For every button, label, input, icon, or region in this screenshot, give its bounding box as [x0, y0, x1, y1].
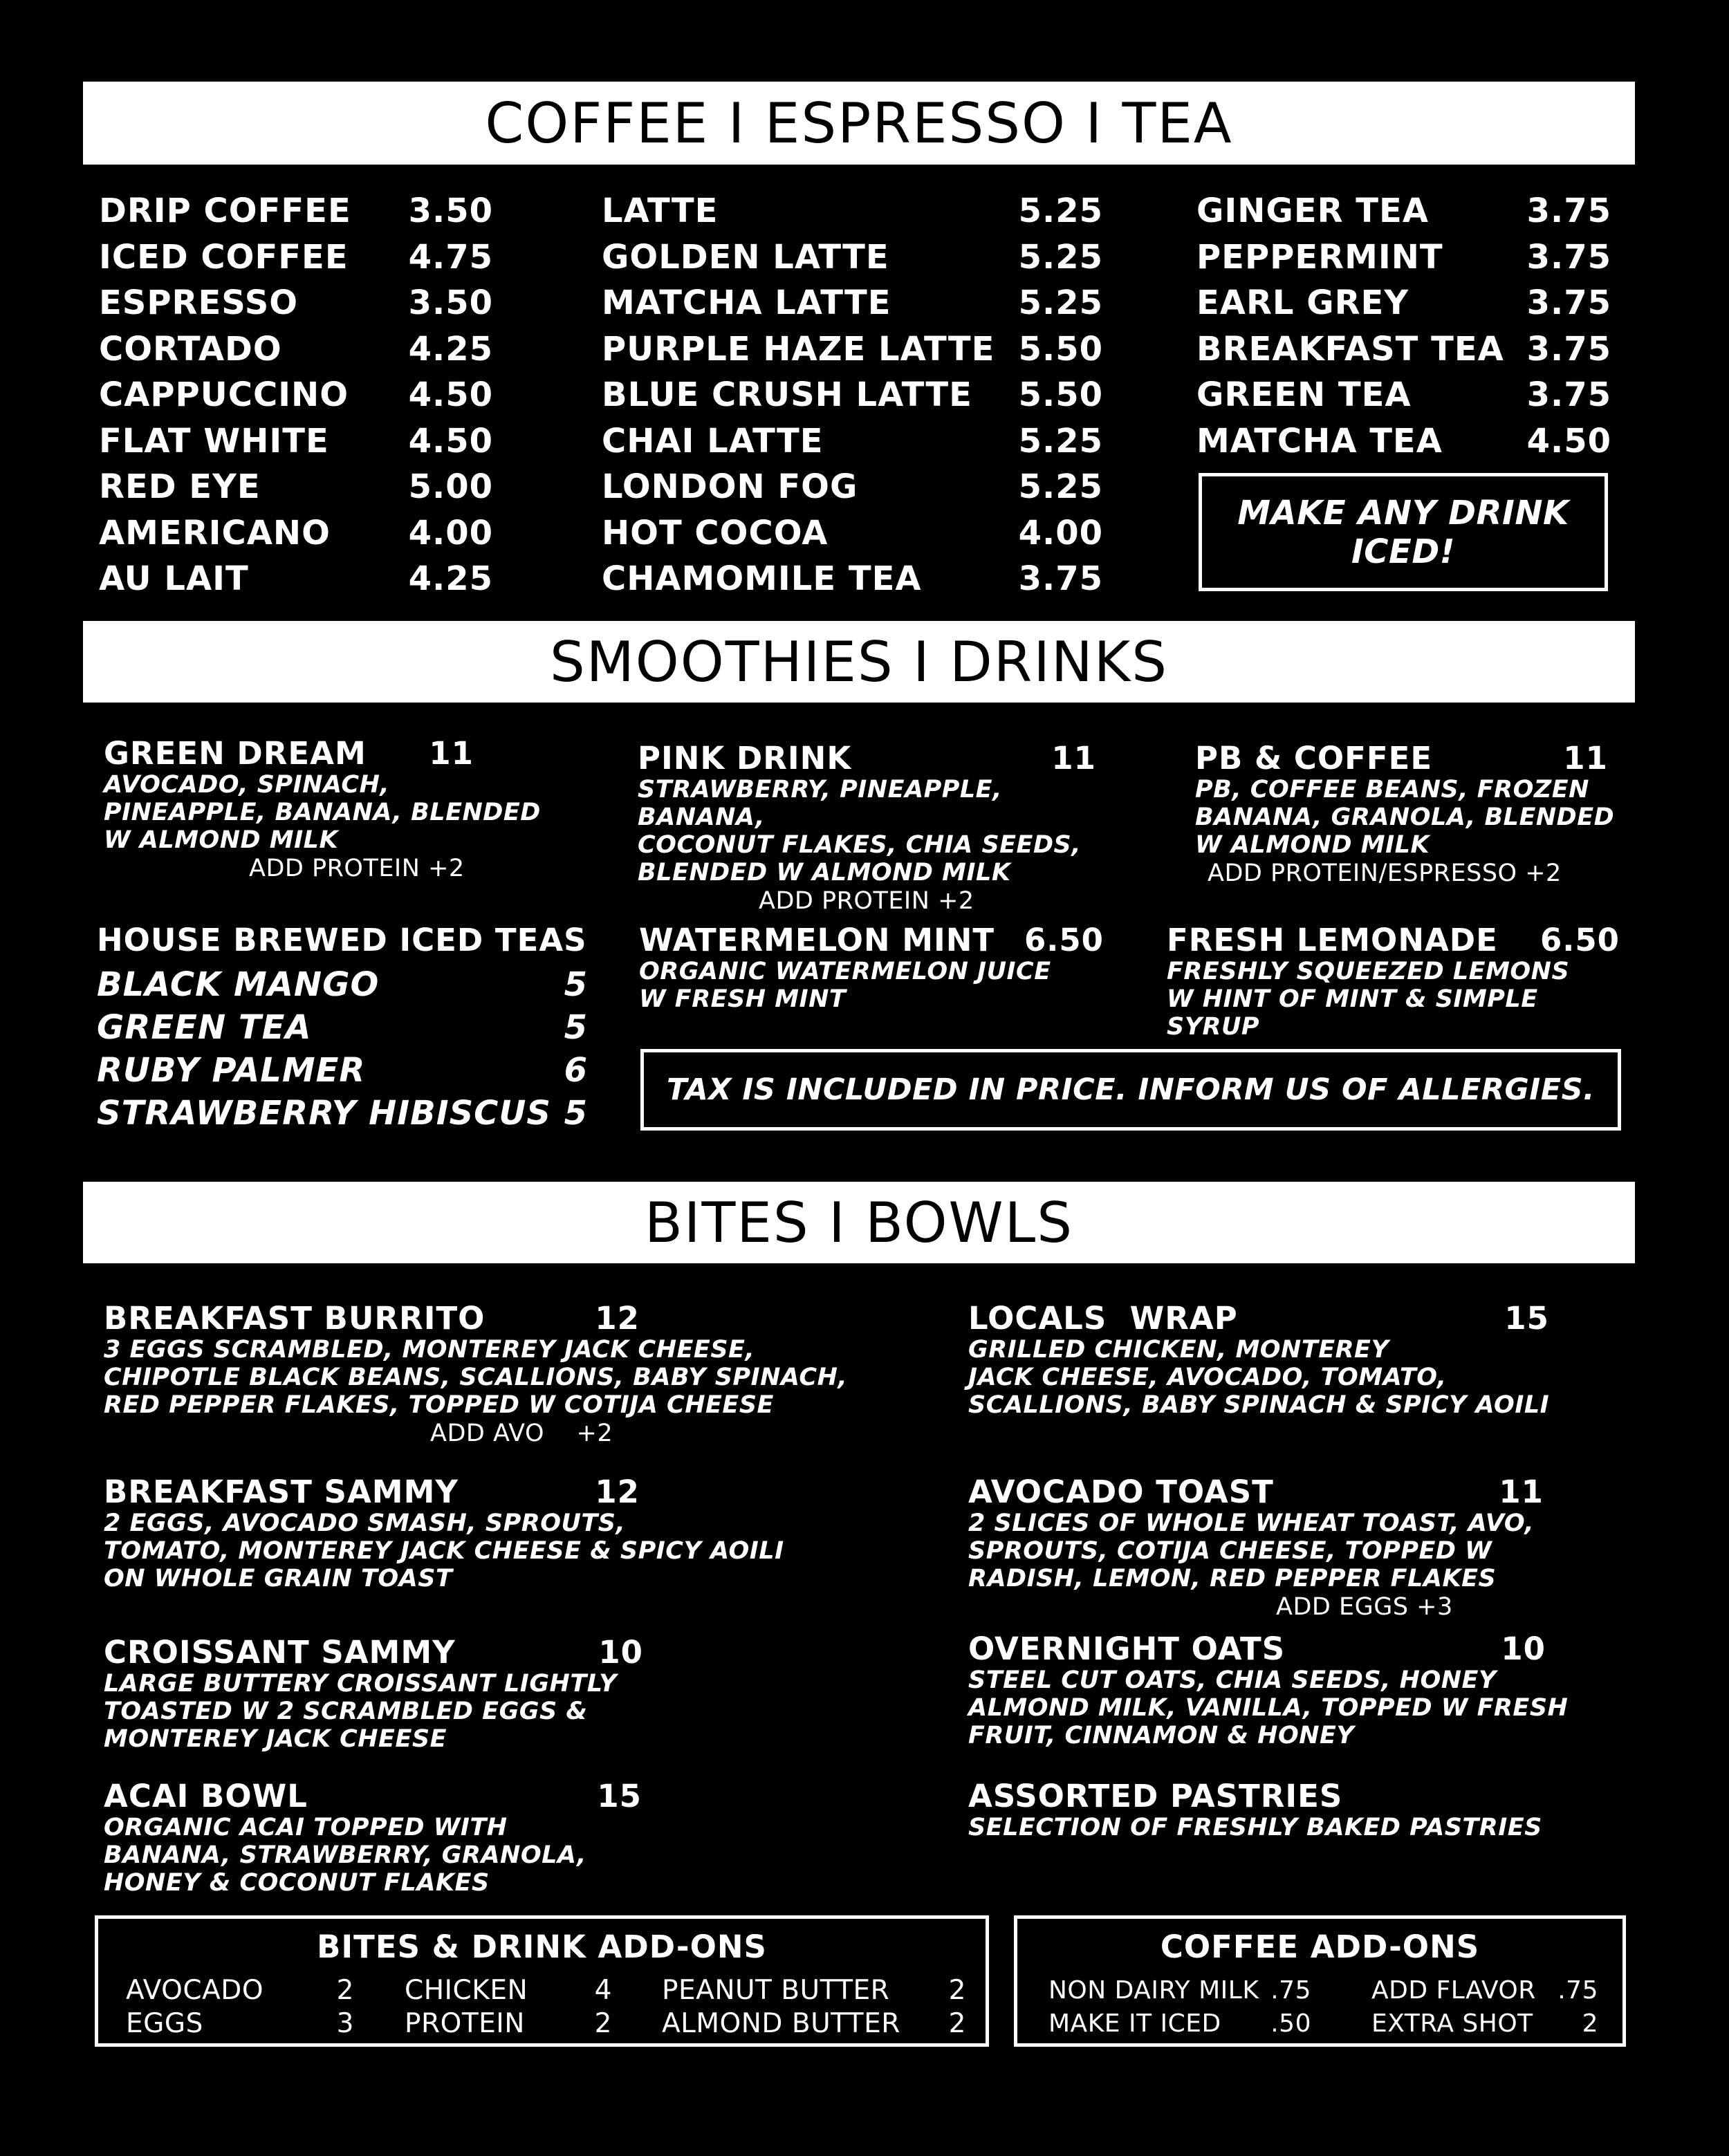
- item-desc: JACK CHEESE, AVOCADO, TOMATO,: [968, 1364, 1447, 1391]
- item-name: AU LAIT: [99, 559, 249, 598]
- item-desc: PINEAPPLE, BANANA, BLENDED: [104, 799, 541, 826]
- item-price: 3.75: [1526, 237, 1611, 277]
- iced-tea-item: [97, 1092, 588, 1135]
- item-name: DRIP COFFEE: [99, 192, 351, 230]
- item-name: EXTRA SHOT: [1371, 2009, 1533, 2038]
- addon-item: [405, 1974, 612, 2007]
- bites-addons-box: [95, 1915, 989, 2047]
- item-name: MAKE IT ICED: [1048, 2009, 1221, 2038]
- item-price: 3.50: [408, 192, 493, 230]
- item-name: BREAKFAST BURRITO: [104, 1300, 486, 1337]
- item-price: 12: [595, 1300, 640, 1337]
- item-price: 2: [336, 1975, 354, 2006]
- item-desc: ON WHOLE GRAIN TOAST: [104, 1565, 453, 1592]
- item-price: 5: [564, 1094, 588, 1133]
- menu-item: [602, 234, 1103, 281]
- item-name: PB & COFFEE: [1195, 740, 1433, 777]
- item-price: 4.75: [408, 237, 493, 277]
- addon-column-2: [405, 1974, 612, 2041]
- bites-addons-title: BITES & DRINK ADD-ONS: [317, 1929, 767, 1965]
- item-name: PINK DRINK: [638, 740, 852, 777]
- item-price: 4.50: [1526, 421, 1611, 461]
- item-desc: GRILLED CHICKEN, MONTEREY: [968, 1336, 1389, 1364]
- addon-item: [662, 2007, 966, 2041]
- item-price: 3.75: [1018, 559, 1103, 598]
- iced-tea-item: [97, 1006, 588, 1049]
- item-price: 2: [1582, 2009, 1598, 2038]
- item-desc: PB, COFFEE BEANS, FROZEN: [1195, 776, 1589, 803]
- smoothies-section-title: SMOOTHIES I DRINKS: [549, 629, 1168, 694]
- item-price: 2: [948, 1975, 966, 2006]
- iced-note-line-1: MAKE ANY DRINK: [1237, 493, 1569, 532]
- item-name: AMERICANO: [99, 513, 331, 552]
- item-addon: ADD PROTEIN +2: [249, 855, 465, 882]
- item-name: MATCHA TEA: [1196, 421, 1443, 461]
- item-desc: FRUIT, CINNAMON & HONEY: [968, 1722, 1355, 1749]
- breakfast-sammy-item: [104, 1475, 934, 1592]
- item-price: 3.75: [1526, 375, 1611, 414]
- croissant-sammy-item: [104, 1635, 934, 1753]
- menu-item: [1196, 234, 1611, 281]
- item-price: 10: [1501, 1630, 1546, 1667]
- item-desc: COCONUT FLAKES, CHIA SEEDS,: [638, 831, 1082, 859]
- item-price: 15: [1504, 1300, 1549, 1337]
- menu-item: [602, 280, 1103, 326]
- item-price: 5: [564, 1008, 588, 1047]
- item-name: STRAWBERRY HIBISCUS: [97, 1094, 551, 1133]
- item-price: 3.75: [1526, 192, 1611, 230]
- breakfast-burrito-item: [104, 1301, 934, 1448]
- item-price: 4.50: [408, 421, 493, 461]
- item-desc: 2 SLICES OF WHOLE WHEAT TOAST, AVO,: [968, 1509, 1535, 1537]
- item-price: 5.50: [1018, 329, 1103, 369]
- item-price: 5.25: [1018, 284, 1103, 322]
- item-name: GOLDEN LATTE: [602, 237, 889, 277]
- menu-item: [602, 464, 1103, 510]
- item-desc: TOMATO, MONTEREY JACK CHEESE & SPICY AOILI: [104, 1537, 784, 1565]
- menu-item: [99, 372, 493, 418]
- item-name: GREEN TEA: [1196, 375, 1412, 414]
- item-name: AVOCADO TOAST: [968, 1474, 1274, 1510]
- pb-coffee-item: [1195, 741, 1624, 888]
- pink-drink-item: [638, 741, 1136, 916]
- item-price: 3.50: [408, 284, 493, 322]
- item-desc: W HINT OF MINT & SIMPLE SYRUP: [1167, 985, 1538, 1041]
- addon-item: [405, 2007, 612, 2041]
- iced-tea-item: [97, 963, 588, 1006]
- item-name: PEANUT BUTTER: [662, 1975, 890, 2006]
- item-price: 6.50: [1024, 922, 1104, 958]
- item-price: 12: [595, 1474, 640, 1510]
- item-desc: HONEY & COCONUT FLAKES: [104, 1869, 490, 1897]
- item-price: .50: [1270, 2009, 1311, 2038]
- item-desc: BLENDED W ALMOND MILK: [638, 859, 1011, 886]
- locals-wrap-item: [968, 1301, 1632, 1419]
- item-name: ESPRESSO: [99, 284, 299, 322]
- item-name: FRESH LEMONADE: [1167, 922, 1498, 958]
- item-desc: W ALMOND MILK: [104, 826, 339, 854]
- coffee-section-title: COFFEE I ESPRESSO I TEA: [485, 91, 1233, 156]
- item-desc: W ALMOND MILK: [1195, 831, 1430, 859]
- tax-note: TAX IS INCLUDED IN PRICE. INFORM US OF ALLERGIES.: [667, 1072, 1595, 1107]
- menu-item: [1196, 418, 1611, 465]
- item-price: 3: [336, 2008, 354, 2039]
- item-desc: SPROUTS, COTIJA CHEESE, TOPPED W: [968, 1537, 1492, 1565]
- coffee-column-3: [1196, 188, 1611, 464]
- item-name: ALMOND BUTTER: [662, 2008, 900, 2039]
- menu-item: [99, 188, 493, 234]
- item-desc: 3 EGGS SCRAMBLED, MONTEREY JACK CHEESE,: [104, 1336, 755, 1364]
- iced-tea-item: [97, 1049, 588, 1092]
- item-name: LOCALS WRAP: [968, 1300, 1238, 1337]
- item-price: 3.75: [1526, 284, 1611, 322]
- item-name: WATERMELON MINT: [639, 922, 995, 958]
- item-addon: ADD PROTEIN/ESPRESSO +2: [1208, 859, 1562, 887]
- item-desc: W FRESH MINT: [639, 985, 847, 1013]
- item-price: 4: [594, 1975, 612, 2006]
- menu-item: [1196, 326, 1611, 373]
- item-name: GREEN TEA: [97, 1008, 312, 1047]
- menu-item: [602, 556, 1103, 602]
- item-price: 4.25: [408, 329, 493, 369]
- item-desc: FRESHLY SQUEEZED LEMONS: [1167, 958, 1570, 985]
- iced-teas-block: [97, 923, 588, 1135]
- addon-item: [1371, 2007, 1598, 2041]
- item-desc: AVOCADO, SPINACH,: [104, 771, 390, 799]
- item-name: PURPLE HAZE LATTE: [602, 329, 995, 369]
- item-name: NON DAIRY MILK: [1048, 1976, 1259, 2005]
- menu-item: [99, 280, 493, 326]
- item-price: 2: [948, 2008, 966, 2039]
- item-price: .75: [1270, 1976, 1311, 2005]
- item-price: 15: [597, 1778, 642, 1814]
- tax-note-box: [640, 1049, 1621, 1131]
- menu-item: [99, 418, 493, 465]
- item-name: BREAKFAST SAMMY: [104, 1474, 459, 1510]
- coffee-addon-column-1: [1048, 1974, 1311, 2041]
- item-desc: TOASTED W 2 SCRAMBLED EGGS &: [104, 1698, 588, 1725]
- item-addon: ADD EGGS +3: [1276, 1593, 1453, 1621]
- item-desc: BANANA, STRAWBERRY, GRANOLA,: [104, 1841, 586, 1869]
- item-price: 6: [564, 1051, 588, 1090]
- item-desc: RADISH, LEMON, RED PEPPER FLAKES: [968, 1565, 1497, 1592]
- item-price: 11: [1051, 740, 1096, 777]
- item-name: EARL GREY: [1196, 284, 1409, 322]
- item-desc: MONTEREY JACK CHEESE: [104, 1725, 447, 1753]
- item-price: 5.25: [1018, 467, 1103, 506]
- item-price: 4.25: [408, 559, 493, 598]
- item-name: LONDON FOG: [602, 467, 858, 506]
- item-desc: SCALLIONS, BABY SPINACH & SPICY AOILI: [968, 1391, 1550, 1419]
- item-name: RED EYE: [99, 467, 261, 506]
- item-desc: 2 EGGS, AVOCADO SMASH, SPROUTS,: [104, 1509, 626, 1537]
- item-desc: LARGE BUTTERY CROISSANT LIGHTLY: [104, 1670, 617, 1698]
- bites-section-title: BITES I BOWLS: [644, 1190, 1074, 1255]
- item-desc: SELECTION OF FRESHLY BAKED PASTRIES: [968, 1814, 1542, 1841]
- coffee-addons-box: [1014, 1915, 1626, 2047]
- item-name: ICED COFFEE: [99, 237, 349, 277]
- pastries-item: [968, 1779, 1632, 1841]
- menu-item: [1196, 372, 1611, 418]
- item-name: EGGS: [126, 2008, 203, 2039]
- coffee-column-1: [99, 188, 493, 602]
- addon-item: [126, 2007, 354, 2041]
- item-desc: ORGANIC WATERMELON JUICE: [639, 958, 1051, 985]
- coffee-column-2: [602, 188, 1103, 602]
- menu-item: [602, 326, 1103, 373]
- item-price: 5: [564, 965, 588, 1004]
- addon-column-3: [662, 1974, 966, 2041]
- item-price: 5.25: [1018, 237, 1103, 277]
- item-price: 5.25: [1018, 192, 1103, 230]
- item-price: 3.75: [1526, 329, 1611, 369]
- menu-item: [1196, 280, 1611, 326]
- item-name: PROTEIN: [405, 2008, 525, 2039]
- coffee-addon-column-2: [1371, 1974, 1598, 2041]
- item-name: RUBY PALMER: [97, 1051, 366, 1090]
- item-price: .75: [1557, 1976, 1598, 2005]
- menu-item: [99, 510, 493, 557]
- item-price: 4.00: [408, 513, 493, 552]
- iced-note-box: [1199, 473, 1608, 591]
- iced-teas-title: HOUSE BREWED ICED TEAS: [97, 922, 587, 958]
- iced-note-line-2: ICED!: [1351, 532, 1456, 571]
- menu-item: [602, 188, 1103, 234]
- item-price: 11: [429, 735, 474, 772]
- item-price: 5.00: [408, 467, 493, 506]
- item-name: CHAMOMILE TEA: [602, 559, 922, 598]
- item-price: 10: [598, 1634, 643, 1671]
- item-name: OVERNIGHT OATS: [968, 1630, 1286, 1667]
- menu-item: [602, 418, 1103, 465]
- item-name: AVOCADO: [126, 1975, 264, 2006]
- item-name: BREAKFAST TEA: [1196, 329, 1504, 369]
- item-name: FLAT WHITE: [99, 421, 329, 461]
- smoothies-section-banner: [83, 621, 1635, 703]
- item-desc: STRAWBERRY, PINEAPPLE, BANANA,: [638, 776, 1002, 831]
- item-name: ACAI BOWL: [104, 1778, 308, 1814]
- addon-item: [1371, 1974, 1598, 2007]
- item-price: 6.50: [1540, 922, 1620, 958]
- item-name: LATTE: [602, 192, 719, 230]
- item-name: MATCHA LATTE: [602, 284, 891, 322]
- menu-item: [99, 326, 493, 373]
- watermelon-mint-item: [639, 923, 1123, 1013]
- fresh-lemonade-item: [1167, 923, 1637, 1041]
- item-price: 5.25: [1018, 421, 1103, 461]
- bites-section-banner: [83, 1182, 1635, 1263]
- menu-item: [602, 372, 1103, 418]
- item-desc: ORGANIC ACAI TOPPED WITH: [104, 1814, 508, 1841]
- item-price: 4.50: [408, 375, 493, 414]
- item-name: ADD FLAVOR: [1371, 1976, 1536, 2005]
- item-desc: STEEL CUT OATS, CHIA SEEDS, HONEY: [968, 1666, 1497, 1694]
- item-name: PEPPERMINT: [1196, 237, 1443, 277]
- item-price: 11: [1499, 1474, 1544, 1510]
- menu-item: [1196, 188, 1611, 234]
- menu-item: [99, 234, 493, 281]
- avocado-toast-item: [968, 1475, 1632, 1621]
- item-name: HOT COCOA: [602, 513, 829, 552]
- addon-column-1: [126, 1974, 354, 2041]
- item-price: 5.50: [1018, 375, 1103, 414]
- item-desc: ALMOND MILK, VANILLA, TOPPED W FRESH: [968, 1694, 1569, 1722]
- addon-item: [1048, 1974, 1311, 2007]
- item-name: GREEN DREAM: [104, 735, 367, 772]
- item-name: CHICKEN: [405, 1975, 528, 2006]
- item-price: 2: [594, 2008, 612, 2039]
- item-price: 4.00: [1018, 513, 1103, 552]
- addon-item: [1048, 2007, 1311, 2041]
- item-name: BLUE CRUSH LATTE: [602, 375, 972, 414]
- item-name: CORTADO: [99, 329, 282, 369]
- coffee-section-banner: [83, 82, 1635, 165]
- coffee-addons-title: COFFEE ADD-ONS: [1160, 1929, 1480, 1965]
- item-name: ASSORTED PASTRIES: [968, 1778, 1343, 1814]
- overnight-oats-item: [968, 1632, 1632, 1749]
- item-price: 11: [1563, 740, 1608, 777]
- addon-item: [662, 1974, 966, 2007]
- menu-item: [99, 556, 493, 602]
- item-desc: BANANA, GRANOLA, BLENDED: [1195, 803, 1615, 831]
- item-name: BLACK MANGO: [97, 965, 380, 1004]
- item-addon: ADD AVO +2: [430, 1420, 613, 1447]
- item-desc: RED PEPPER FLAKES, TOPPED W COTIJA CHEESE: [104, 1391, 774, 1419]
- item-name: CHAI LATTE: [602, 421, 824, 461]
- item-desc: CHIPOTLE BLACK BEANS, SCALLIONS, BABY SPINACH,: [104, 1364, 848, 1391]
- item-name: CAPPUCCINO: [99, 375, 349, 414]
- menu-item: [602, 510, 1103, 557]
- item-addon: ADD PROTEIN +2: [759, 887, 974, 915]
- menu-item: [99, 464, 493, 510]
- green-dream-item: [104, 736, 588, 883]
- addon-item: [126, 1974, 354, 2007]
- item-name: CROISSANT SAMMY: [104, 1634, 456, 1671]
- item-name: GINGER TEA: [1196, 192, 1429, 230]
- acai-bowl-item: [104, 1779, 934, 1897]
